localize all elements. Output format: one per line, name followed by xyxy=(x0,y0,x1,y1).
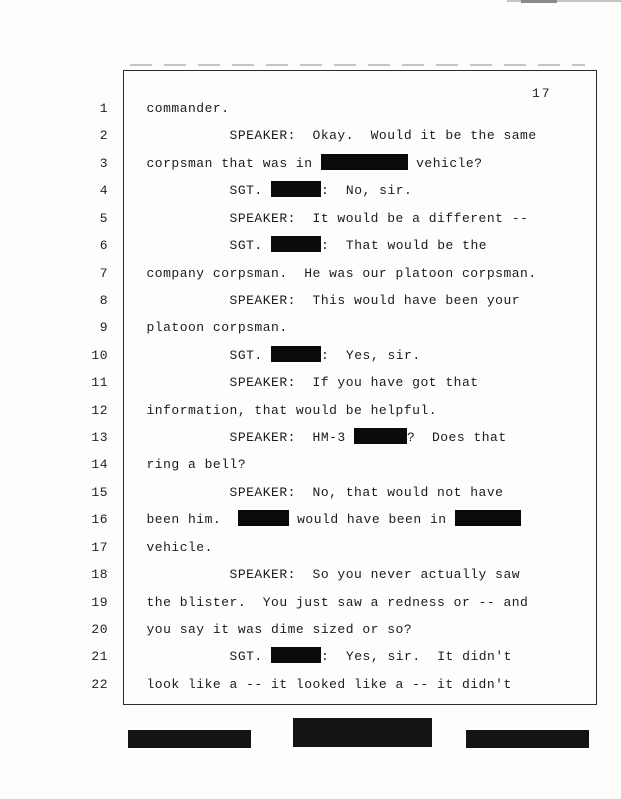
line-number: 7 xyxy=(99,265,108,281)
line-text: SGT. : Yes, sir. xyxy=(146,347,421,363)
footer-redaction-bar xyxy=(128,730,251,748)
line-number: 10 xyxy=(91,347,108,363)
transcript-line xyxy=(80,589,610,616)
redaction-bar xyxy=(271,181,321,197)
line-text: corpsman that was in vehicle? xyxy=(146,155,483,171)
line-number: 4 xyxy=(99,183,108,199)
line-number: 19 xyxy=(91,594,108,610)
transcript-line xyxy=(80,561,610,588)
transcript-line xyxy=(80,397,610,424)
scan-artifact-line-dark xyxy=(521,0,557,3)
line-number: 12 xyxy=(91,402,108,418)
line-text: you say it was dime sized or so? xyxy=(146,622,413,638)
line-number: 11 xyxy=(91,375,108,391)
line-text: the blister. You just saw a redness or -- and xyxy=(146,594,529,610)
line-text: company corpsman. He was our platoon corpsman. xyxy=(146,265,537,281)
transcript-line xyxy=(80,287,610,314)
line-number: 3 xyxy=(99,155,108,171)
line-number: 18 xyxy=(91,567,108,583)
transcript-line xyxy=(80,177,610,204)
line-text: SPEAKER: No, that would not have xyxy=(146,484,504,500)
transcript-line xyxy=(80,369,610,396)
redaction-bar xyxy=(321,154,408,170)
transcript-line xyxy=(80,314,610,341)
transcript-line xyxy=(80,643,610,670)
transcript-line xyxy=(80,122,610,149)
line-text: commander. xyxy=(146,101,230,116)
transcript-line xyxy=(80,205,610,232)
transcript-line xyxy=(80,260,610,287)
transcript-line xyxy=(80,534,610,561)
line-text: information, that would be helpful. xyxy=(146,402,438,418)
transcript-line xyxy=(80,671,610,698)
line-number: 1 xyxy=(99,101,108,116)
line-text: SPEAKER: If you have got that xyxy=(146,375,479,391)
line-text: ring a bell? xyxy=(146,457,247,473)
line-text: SPEAKER: It would be a different -- xyxy=(146,210,529,226)
line-text: platoon corpsman. xyxy=(146,320,288,336)
redaction-bar xyxy=(238,510,289,526)
redaction-bar xyxy=(354,428,407,444)
line-number: 14 xyxy=(91,457,108,473)
line-number: 16 xyxy=(91,512,108,528)
line-number: 15 xyxy=(91,484,108,500)
line-number: 13 xyxy=(91,430,108,446)
line-text: vehicle. xyxy=(146,539,213,555)
transcript-line xyxy=(80,424,610,451)
transcript-line xyxy=(80,342,610,369)
line-number: 2 xyxy=(99,128,108,144)
line-number: 17 xyxy=(91,539,108,555)
transcript-line xyxy=(80,232,610,259)
footer-redaction-bar xyxy=(466,730,589,748)
line-text: been him. would have been in xyxy=(147,512,521,527)
transcript-line xyxy=(80,479,610,506)
transcript-line xyxy=(80,150,610,177)
redaction-bar xyxy=(271,236,321,252)
line-text: SPEAKER: This would have been your xyxy=(146,292,521,308)
line-number: 22 xyxy=(91,676,108,692)
line-number: 5 xyxy=(99,210,108,226)
footer-redaction-bar xyxy=(293,718,432,747)
line-number: 8 xyxy=(99,292,108,308)
line-text: SPEAKER: HM-3 ? Does that xyxy=(146,430,507,446)
line-number: 9 xyxy=(99,320,108,336)
scan-ghost-line xyxy=(130,64,585,66)
transcript-lines xyxy=(80,95,610,698)
line-text: SPEAKER: So you never actually saw xyxy=(146,567,521,583)
line-text: SPEAKER: Okay. Would it be the same xyxy=(146,128,537,144)
transcript-line xyxy=(80,95,610,122)
transcript-line xyxy=(80,616,610,643)
line-text: look like a -- it looked like a -- it didn't xyxy=(146,676,512,692)
redaction-bar xyxy=(271,647,321,663)
line-text: SGT. : That would be the xyxy=(146,238,488,254)
line-number: 20 xyxy=(91,622,108,638)
redaction-bar xyxy=(271,346,321,362)
line-number: 21 xyxy=(91,649,108,665)
line-number: 6 xyxy=(99,238,108,254)
line-text: SGT. : No, sir. xyxy=(146,183,413,199)
transcript-line xyxy=(80,451,610,478)
line-text: SGT. : Yes, sir. It didn't xyxy=(146,649,512,665)
transcript-line xyxy=(80,506,610,533)
page-number: 17 xyxy=(532,86,552,101)
redaction-bar xyxy=(455,510,521,526)
